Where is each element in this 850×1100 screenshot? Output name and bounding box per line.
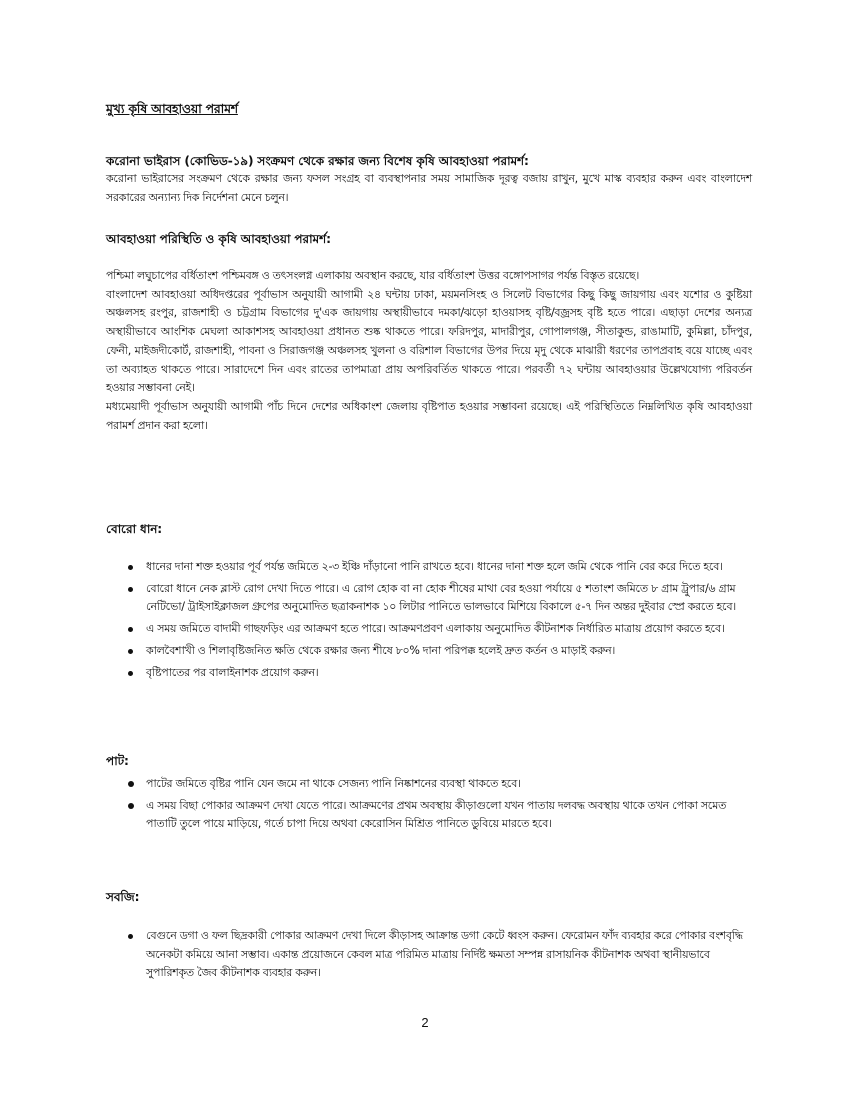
corona-section (106, 152, 752, 207)
jute-list-wrap (106, 775, 752, 837)
veg-list-wrap (106, 927, 752, 986)
list-item (106, 580, 752, 617)
bullet-icon (128, 587, 133, 592)
jute-heading: পাট: (106, 754, 129, 768)
weather-heading: আবহাওয়া পরিস্থিতি ও কৃষি আবহাওয়া পরামর্শ: (106, 232, 331, 246)
jute-section (106, 752, 752, 770)
corona-text: করোনা ভাইরাসের সংক্রমণ থেকে রক্ষার জন্য ফসল সংগ্রহ বা ব্যবস্থাপনার সময় সামাজিক দূরত্ব বজায় রাখুন, মুখে মাস্ক ব্যবহার করুন এবং বাংলাদেশ সরকারের অন্যান্য দিক নির্দেশনা মেনে চলুন। (106, 172, 752, 204)
list-item (106, 797, 752, 834)
bullet-icon (128, 671, 133, 676)
boro-section (106, 520, 752, 538)
list-item (106, 642, 752, 661)
weather-section (106, 230, 752, 248)
weather-paragraphs (106, 267, 752, 435)
bullet-icon (128, 649, 133, 654)
list-item-text: এ সময় বিছা পোকার আক্রমণ দেখা যেতে পারে। আক্রমণের প্রথম অবস্থায় কীড়াগুলো যখন পাতায় দলবদ্ধ অবস্থায় থাকে তখন পোকা সমেত পাতাটি তুলে পায়ে মাড়িয়ে, গর্তে চাপা দিয়ে অথবা কেরোসিন মিশ্রিত পানিতে ডুবিয়ে মারতে হবে। (146, 798, 727, 831)
list-item (106, 775, 752, 794)
boro-list (106, 558, 752, 682)
veg-list (106, 927, 752, 983)
list-item-text: এ সময় জমিতে বাদামী গাছফড়িং এর আক্রমণ হতে পারে। আক্রমণপ্রবণ এলাকায় অনুমোদিত কীটনাশক নির্ধারিত মাত্রায় প্রয়োগ করতে হবে। (146, 622, 725, 636)
boro-heading: বোরো ধান: (106, 522, 162, 536)
list-item-text: বোরো ধানে নেক ব্লাস্ট রোগ দেখা দিতে পারে। এ রোগ হোক বা না হোক শীষের মাথা বের হওয়া পর্যায়ে ৫ শতাংশ জমিতে ৮ গ্রাম ট্রুপার/৬ গ্রাম নেটিভো/ ট্রাইসাইক্লাজল গ্রুপের অনুমোদিত ছত্রাকনাশক ১০ লিটার পানিতে ভালভাবে মিশিয়ে বিকালে ৫-৭ দিন অন্তর দুইবার স্প্রে করতে হবে। (146, 581, 736, 614)
veg-section (106, 888, 752, 906)
weather-paragraph: মধ্যমেয়াদী পূর্বাভাস অনুযায়ী আগামী পাঁচ দিনে দেশের অধিকাংশ জেলায় বৃষ্টিপাত হওয়ার সম্ভাবনা রয়েছে। এই পরিস্থিতিতে নিম্নলিখিত কৃষি আবহাওয়া পরামর্শ প্রদান করা হলো। (106, 399, 752, 432)
list-item-text: পাটের জমিতে বৃষ্টির পানি যেন জমে না থাকে সেজন্য পানি নিষ্কাশনের ব্যবস্থা থাকতে হবে। (146, 777, 521, 790)
list-item-text: ধানের দানা শক্ত হওয়ার পূর্ব পর্যন্ত জমিতে ২-৩ ইঞ্চি দাঁড়ানো পানি রাখতে হবে। ধানের দানা শক্ত হলে জমি থেকে পানি বের করে দিতে হবে। (146, 560, 723, 573)
list-item (106, 558, 752, 577)
bullet-icon (128, 803, 134, 809)
list-item (106, 927, 752, 983)
jute-list (106, 775, 752, 834)
bullet-icon (128, 781, 134, 787)
list-item (106, 620, 752, 639)
weather-paragraph: পশ্চিমা লঘুচাপের বর্ধিতাংশ পশ্চিমবঙ্গ ও তৎসংলগ্ন এলাকায় অবস্থান করছে, যার বর্ধিতাংশ উত্তর বঙ্গোপসাগর পর্যন্ত বিস্তৃত রয়েছে। (106, 269, 639, 282)
bullet-icon (128, 565, 133, 570)
list-item-text: কালবৈশাখী ও শিলাবৃষ্টিজনিত ক্ষতি থেকে রক্ষার জন্য শীষে ৮০% দানা পরিপক্ক হলেই দ্রুত কর্তন ও মাড়াই করুন। (146, 643, 616, 657)
veg-heading: সবজি: (106, 890, 140, 904)
list-item-text: বেগুনে ডগা ও ফল ছিদ্রকারী পোকার আক্রমণ দেখা দিলে কীড়াসহ আক্রান্ত ডগা কেটে ধ্বংস করুন। ফেরোমন ফাঁদ ব্যবহার করে পোকার বংশবৃদ্ধি অনেকটা কমিয়ে আনা সম্ভাব। একান্ত প্রয়োজনে কেবল মাত্র পরিমিত মাত্রায় নির্দিষ্ট ক্ষমতা সম্পন্ন রাসায়নিক কীটনাশক অথবা স্থানীয়ভাবে সুপারিশকৃত জৈব কীটনাশক ব্যবহার করুন। (146, 929, 743, 980)
page-number: 2 (421, 1015, 429, 1030)
corona-heading: করোনা ভাইরাস (কোভিড-১৯) সংক্রমণ থেকে রক্ষার জন্য বিশেষ কৃষি আবহাওয়া পরামর্শ: (106, 154, 529, 168)
list-item (106, 664, 752, 683)
page-title: মুখ্য কৃষি আবহাওয়া পরামর্শ (106, 101, 238, 116)
weather-paragraph: বাংলাদেশ আবহাওয়া অধিদপ্তরের পূর্বাভাস অনুযায়ী আগামী ২৪ ঘন্টায় ঢাকা, ময়মনসিংহ ও সিলেট বিভাগের কিছু কিছু জায়গায় এবং যশোর ও কুষ্টিয়া অঞ্চলসহ রংপুর, রাজশাহী ও চট্টগ্রাম বিভাগের দু'এক জায়গায় অস্থায়ীভাবে দমকা/ঝড়ো হাওয়াসহ বৃষ্টি/বজ্রসহ বৃষ্টি হতে পারে। এছাড়া দেশের অন্যত্র অস্থায়ীভাবে আংশিক মেঘলা আকাশসহ আবহাওয়া প্রধানত শুষ্ক থাকতে পারে। ফরিদপুর, মাদারীপুর, গোপালগঞ্জ, সীতাকুন্ড, রাঙামাটি, কুমিল্লা, চাঁদপুর, ফেনী, মাইজদীকোর্ট, রাজশাহী, পাবনা ও সিরাজগঞ্জ অঞ্চলসহ খুলনা ও বরিশাল বিভাগের উপর দিয়ে মৃদু থেকে মাঝারী ধরণের তাপপ্রবাহ বয়ে যাচ্ছে এবং তা অব্যাহত থাকতে পারে। সারাদেশে দিন এবং রাতের তাপমাত্রা প্রায় অপরিবর্তিত থাকতে পারে। পরবর্তী ৭২ ঘন্টায় আবহাওয়ার উল্লেখযোগ্য পরিবর্তন হওয়ার সম্ভাবনা নেই। (106, 287, 752, 395)
list-item-text: বৃষ্টিপাতের পর বালাইনাশক প্রয়োগ করুন। (146, 665, 319, 679)
bullet-icon (128, 934, 133, 939)
bullet-icon (128, 627, 133, 632)
boro-list-wrap (106, 558, 752, 685)
